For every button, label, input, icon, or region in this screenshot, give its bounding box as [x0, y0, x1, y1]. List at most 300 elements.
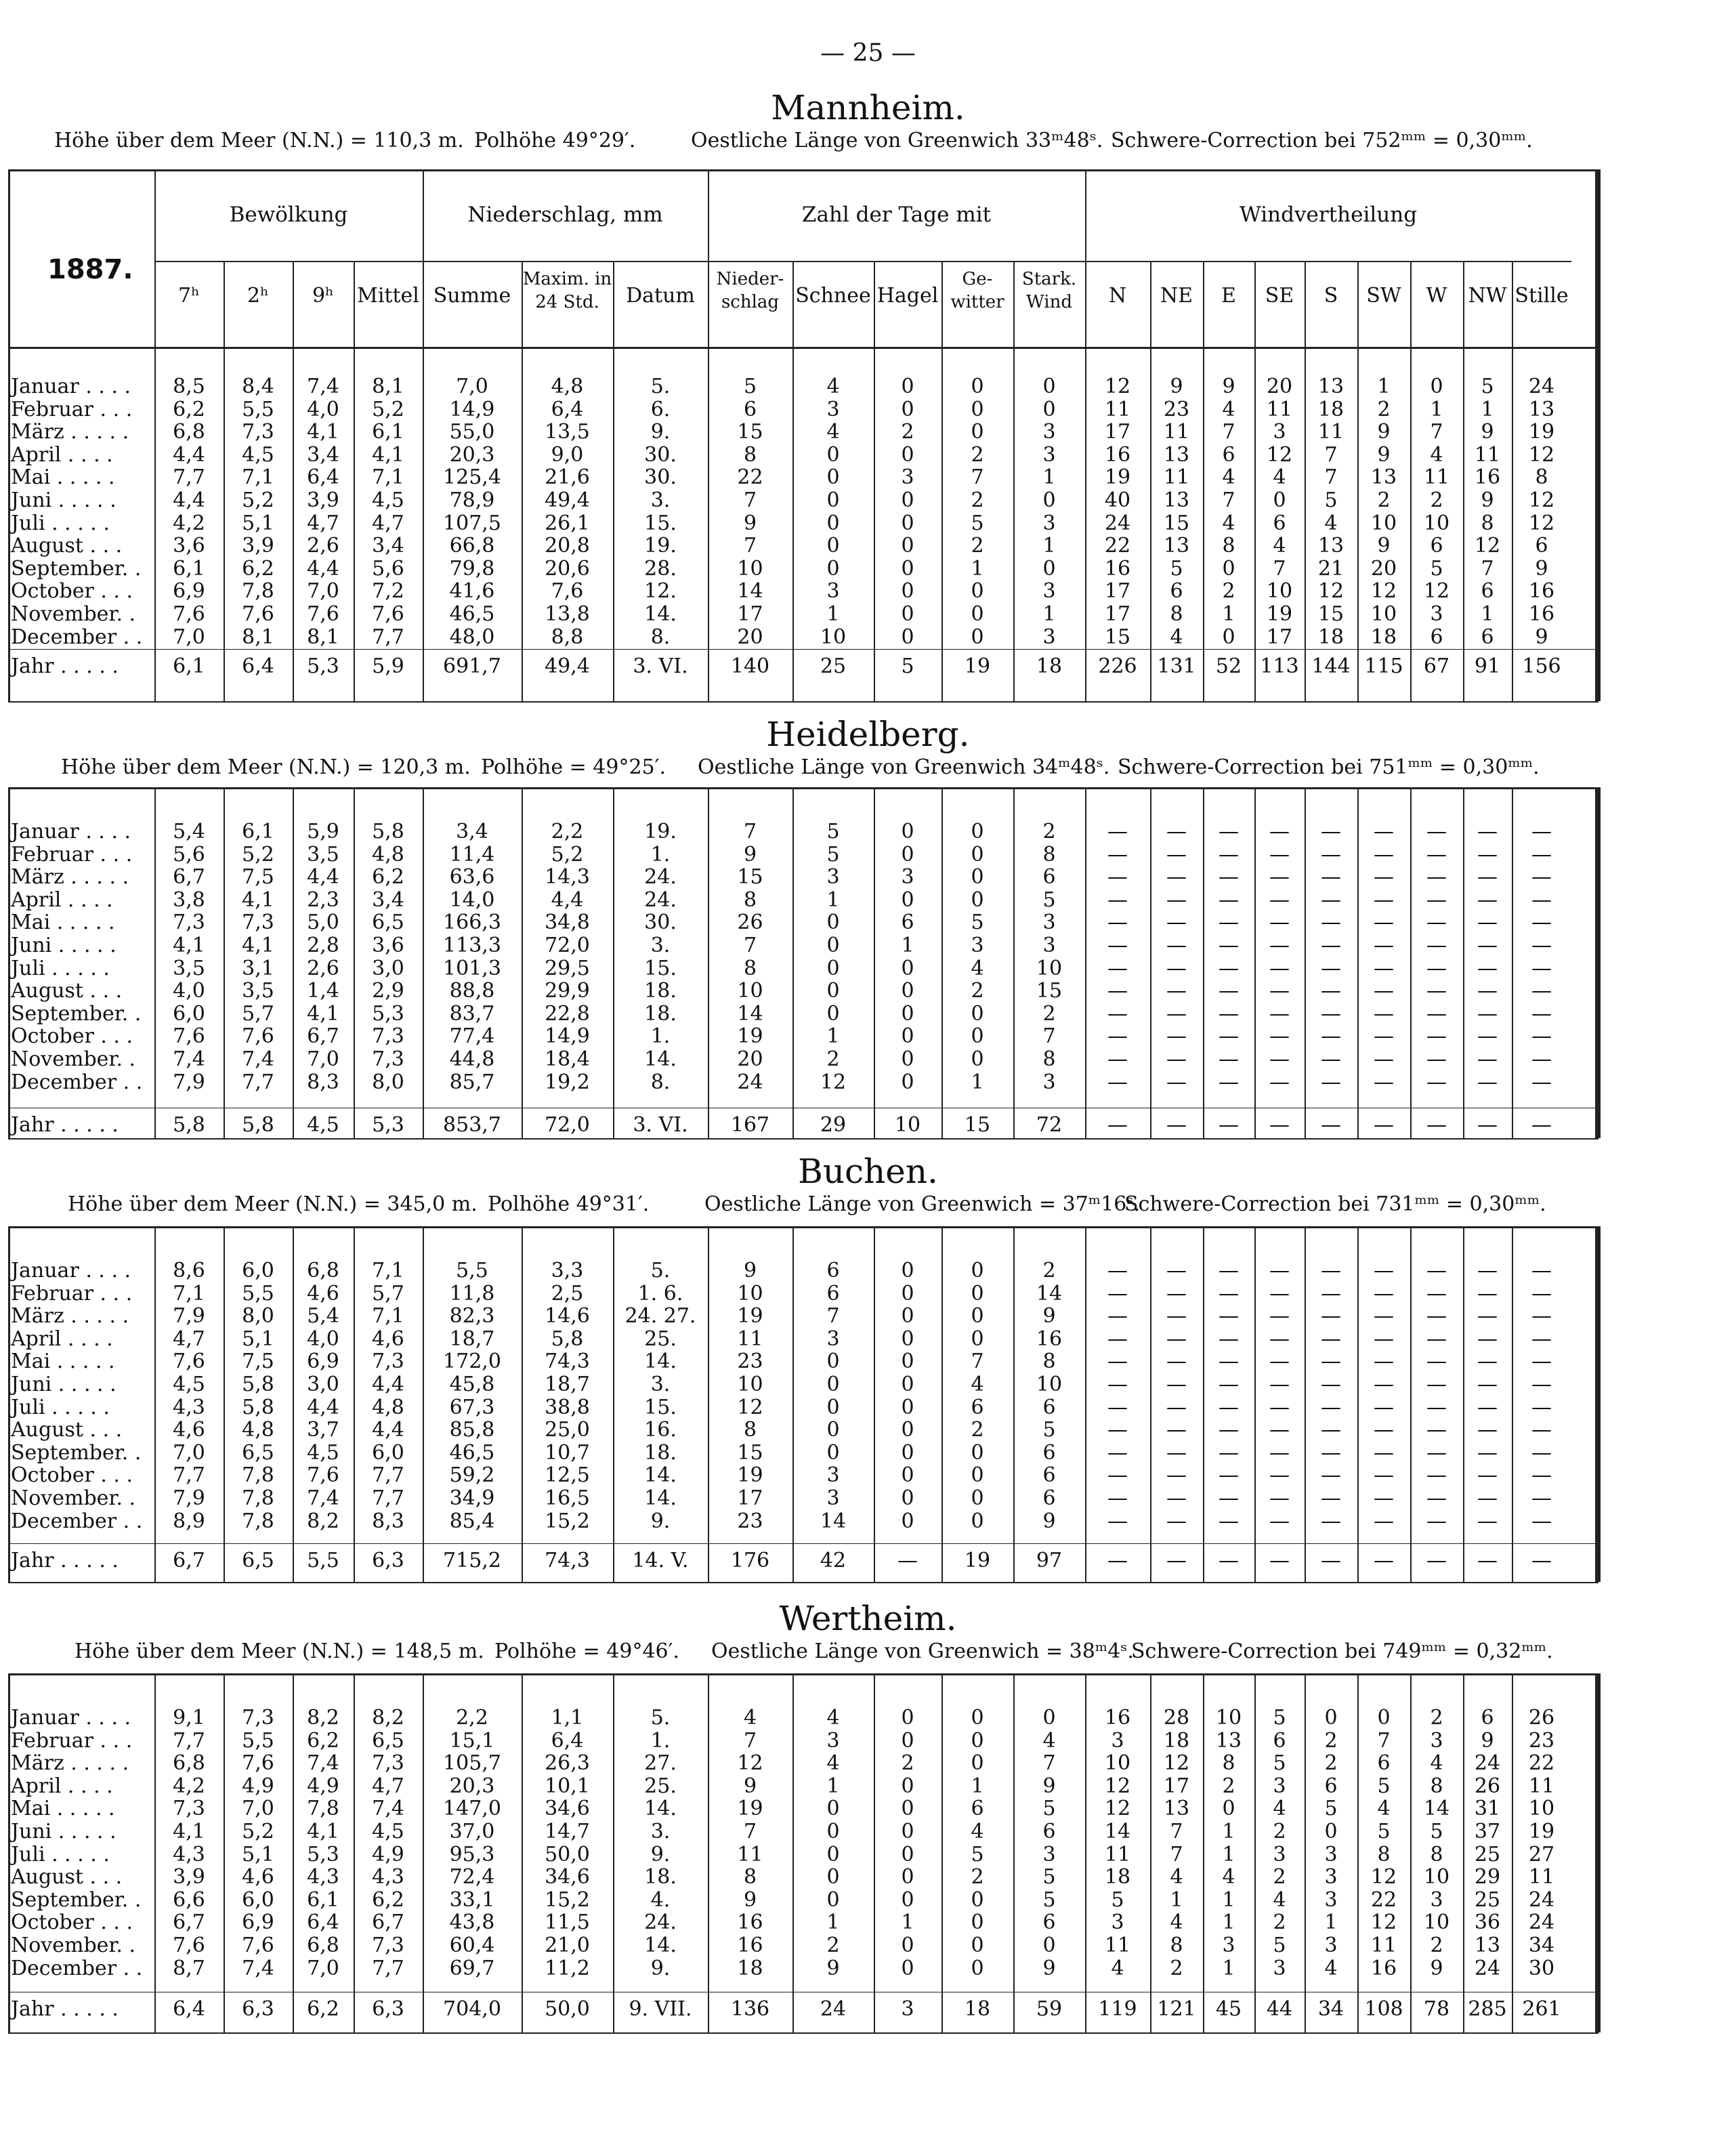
table-cell: — — [1477, 887, 1498, 912]
table-cell: 82,3 — [449, 1304, 495, 1329]
table-cell: 18 — [1163, 1728, 1190, 1753]
table-cell: 18 — [1317, 625, 1345, 649]
table-cell: 6,2 — [242, 556, 274, 581]
table-cell: 24 — [737, 1070, 763, 1094]
table-cell: — — [1321, 1463, 1341, 1488]
table-cell: — — [1477, 1549, 1498, 1572]
table-cell: 16. — [644, 1418, 677, 1442]
table-cell: 59 — [1036, 1997, 1063, 2021]
table-cell: — — [1426, 1549, 1447, 1572]
table-cell: 5 — [1377, 1774, 1391, 1798]
table-cell: 69,7 — [449, 1956, 495, 1980]
table-cell: 20,3 — [449, 1774, 495, 1798]
table-cell: 0 — [971, 1259, 984, 1282]
table-cell: — — [1219, 911, 1239, 935]
table-cell: — — [1166, 1418, 1187, 1442]
table-cell: 20,6 — [545, 556, 590, 581]
table-cell: — — [1321, 1418, 1341, 1442]
table-cell: 4,1 — [242, 887, 274, 912]
table-cell: 5 — [901, 654, 914, 678]
table-cell: 6 — [971, 1395, 984, 1419]
table-cell: — — [1426, 911, 1447, 935]
table-cell: 7 — [743, 820, 757, 843]
table-cell: 9 — [1481, 1728, 1494, 1753]
table-cell: 19 — [1528, 420, 1555, 444]
table-cell: 144 — [1311, 654, 1351, 678]
table-cell: — — [1166, 1549, 1187, 1572]
table-cell: 7,9 — [173, 1486, 205, 1510]
table-cell: 7 — [1481, 556, 1494, 581]
table-cell: 77,4 — [449, 1024, 495, 1049]
table-cell: — — [1166, 911, 1187, 935]
table-cell: 3 — [1222, 1934, 1235, 1957]
table-cell: — — [1269, 842, 1290, 866]
table-cell: 6,5 — [242, 1549, 274, 1572]
table-cell: 14. — [644, 1350, 677, 1374]
table-cell: — — [1107, 979, 1128, 1003]
table-cell: 0 — [901, 979, 914, 1003]
table-cell: 16 — [1104, 1706, 1131, 1730]
table-cell: 6 — [743, 397, 757, 421]
table-cell: 156 — [1522, 654, 1561, 678]
table-cell: 131 — [1157, 654, 1196, 678]
table-cell: 1 — [826, 1910, 840, 1935]
table-cell: 19. — [644, 534, 677, 558]
table-cell: 3 — [826, 397, 840, 421]
table-cell: 67,3 — [449, 1395, 495, 1419]
table-cell: 8 — [743, 887, 757, 912]
table-cell: 7,0 — [173, 625, 205, 649]
table-cell: 4,9 — [372, 1842, 404, 1866]
table-cell: 9. — [650, 420, 671, 444]
table-cell: 7,1 — [372, 465, 404, 490]
table-cell: 3 — [1042, 625, 1056, 649]
table-cell: 2 — [1042, 820, 1056, 843]
station-meta-item: Höhe über dem Meer (N.N.) = 148,5 m. — [75, 1640, 484, 1663]
table-cell: — — [897, 1549, 918, 1572]
table-cell: 3. — [650, 488, 671, 512]
month-label: September. . — [11, 1887, 142, 1912]
table-cell: 0 — [971, 1728, 984, 1753]
table-cell: 2 — [901, 1751, 914, 1776]
table-cell: 6,4 — [307, 465, 339, 490]
table-cell: 5,7 — [372, 1281, 404, 1306]
table-cell: 24 — [1474, 1751, 1501, 1776]
table-cell: 14,0 — [449, 887, 495, 912]
table-cell: 3 — [1042, 911, 1056, 935]
table-cell: 0 — [971, 579, 984, 604]
table-cell: 11 — [1163, 465, 1190, 490]
table-cell: — — [1107, 1549, 1128, 1572]
table-cell: 46,5 — [449, 1440, 495, 1465]
table-cell: 0 — [901, 488, 914, 512]
table-cell: 6,7 — [173, 865, 205, 890]
table-cell: 0 — [971, 625, 984, 649]
column-header: Nieder-schlag — [716, 269, 784, 312]
table-cell: 4,4 — [307, 556, 339, 581]
table-cell: 5,3 — [372, 1001, 404, 1026]
month-label: Januar . . . . — [11, 1259, 131, 1282]
table-cell: 4. — [650, 1887, 671, 1912]
table-cell: 66,8 — [449, 534, 495, 558]
table-cell: — — [1531, 1440, 1552, 1465]
table-cell: 18,4 — [545, 1047, 590, 1071]
table-cell: — — [1374, 1350, 1394, 1374]
table-cell: 4,5 — [372, 1820, 404, 1843]
column-header: E — [1221, 284, 1236, 308]
table-cell: — — [1107, 865, 1128, 890]
table-cell: — — [1531, 1486, 1552, 1510]
table-cell: 2 — [826, 1934, 840, 1957]
table-cell: — — [1426, 1047, 1447, 1071]
table-cell: 2 — [1377, 397, 1391, 421]
table-cell: 6 — [1273, 511, 1286, 535]
table-cell: 19 — [737, 1024, 763, 1049]
table-cell: 6 — [1430, 625, 1443, 649]
table-cell: 7 — [1273, 556, 1286, 581]
table-cell: 1. — [650, 1728, 671, 1753]
month-label: Jahr . . . . . — [11, 1549, 119, 1572]
table-cell: 14,7 — [545, 1820, 590, 1843]
table-cell: 15,2 — [545, 1887, 590, 1912]
table-cell: — — [1477, 1281, 1498, 1306]
table-cell: 0 — [901, 1047, 914, 1071]
table-cell: 13 — [1215, 1728, 1242, 1753]
table-cell: 3,1 — [242, 956, 274, 980]
table-cell: 25. — [644, 1327, 677, 1351]
table-cell: 18 — [737, 1956, 763, 1980]
table-cell: 6. — [650, 397, 671, 421]
table-cell: 5,6 — [372, 556, 404, 581]
table-cell: 13,5 — [545, 420, 590, 444]
table-cell: 15. — [644, 511, 677, 535]
table-cell: 0 — [971, 820, 984, 843]
table-cell: 9 — [1377, 442, 1391, 467]
table-cell: 5 — [1324, 488, 1338, 512]
table-cell: 19. — [644, 820, 677, 843]
table-cell: 136 — [730, 1997, 770, 2021]
column-group-header: Niederschlag, mm — [467, 203, 663, 227]
table-cell: — — [1426, 887, 1447, 912]
table-cell: 6 — [1222, 442, 1235, 467]
table-cell: 8,1 — [372, 375, 404, 398]
table-cell: 172,0 — [443, 1350, 501, 1374]
table-cell: 9. — [650, 1956, 671, 1980]
table-cell: 7 — [1170, 1842, 1183, 1866]
table-cell: 6,6 — [173, 1887, 205, 1912]
table-cell: 9 — [1377, 534, 1391, 558]
table-cell: 6 — [1042, 865, 1056, 890]
table-cell: 0 — [826, 1842, 840, 1866]
table-cell: 6,9 — [173, 579, 205, 604]
table-cell: 42 — [820, 1549, 847, 1572]
table-cell: 4 — [971, 956, 984, 980]
table-cell: 8,5 — [173, 375, 205, 398]
table-cell: 2 — [826, 1047, 840, 1071]
table-cell: 4,6 — [242, 1865, 274, 1889]
table-cell: 22 — [737, 465, 763, 490]
table-cell: 18. — [644, 1440, 677, 1465]
table-cell: 22 — [1528, 1751, 1555, 1776]
table-cell: — — [1477, 1350, 1498, 1374]
station-meta-item: Polhöhe = 49°25′. — [481, 755, 666, 779]
table-cell: 5,6 — [173, 842, 205, 866]
table-cell: 4 — [1170, 1910, 1183, 1935]
table-cell: 4 — [1273, 534, 1286, 558]
table-cell: — — [1166, 820, 1187, 843]
table-cell: 7,3 — [242, 420, 274, 444]
table-cell: 5,3 — [372, 1113, 404, 1137]
table-cell: — — [1321, 1509, 1341, 1533]
table-cell: 0 — [826, 534, 840, 558]
table-cell: 7,6 — [173, 602, 205, 626]
table-cell: 5 — [1042, 1797, 1056, 1821]
table-cell: 24 — [820, 1997, 847, 2021]
table-cell: — — [1107, 1509, 1128, 1533]
table-cell: 7,3 — [372, 1350, 404, 1374]
table-cell: 7 — [1324, 442, 1338, 467]
table-cell: — — [1219, 1418, 1239, 1442]
table-cell: 22,8 — [545, 1001, 590, 1026]
table-cell: 0 — [901, 1327, 914, 1351]
table-cell: 11 — [1104, 1842, 1131, 1866]
table-cell: 5 — [743, 375, 757, 398]
table-cell: 7 — [1324, 465, 1338, 490]
table-cell: 6,1 — [242, 820, 274, 843]
table-cell: 25. — [644, 1774, 677, 1798]
table-cell: — — [1477, 820, 1498, 843]
month-label: Mai . . . . . — [11, 911, 115, 935]
table-cell: 1 — [1377, 375, 1391, 398]
station-meta-item: Oestliche Länge von Greenwich = 37ᵐ16ˢ. — [704, 1192, 1141, 1216]
table-cell: 6 — [1273, 1728, 1286, 1753]
table-cell: — — [1269, 1418, 1290, 1442]
table-cell: 34,9 — [449, 1486, 495, 1510]
table-cell: — — [1426, 979, 1447, 1003]
table-cell: 6,4 — [551, 1728, 584, 1753]
table-cell: 16 — [1104, 442, 1131, 467]
table-cell: 0 — [971, 887, 984, 912]
table-cell: 26,3 — [545, 1751, 590, 1776]
column-header: S — [1324, 284, 1338, 308]
table-cell: — — [1107, 1024, 1128, 1049]
table-cell: 3,4 — [372, 887, 404, 912]
table-cell: 1 — [1481, 397, 1494, 421]
table-cell: 6 — [1042, 1395, 1056, 1419]
station-meta-item: Polhöhe = 49°46′. — [494, 1640, 679, 1663]
table-cell: 704,0 — [443, 1997, 501, 2021]
table-cell: 9 — [743, 842, 757, 866]
table-cell: — — [1477, 1486, 1498, 1510]
table-cell: 14. — [644, 602, 677, 626]
table-cell: — — [1269, 1070, 1290, 1094]
table-cell: 0 — [971, 842, 984, 866]
table-cell: 19 — [737, 1463, 763, 1488]
table-cell: 23 — [1528, 1728, 1555, 1753]
table-cell: 13 — [1163, 488, 1190, 512]
table-cell: 8 — [743, 956, 757, 980]
table-cell: 3 — [826, 1327, 840, 1351]
table-cell: 5,1 — [242, 1327, 274, 1351]
table-cell: 9 — [1042, 1956, 1056, 1980]
table-cell: 0 — [901, 1509, 914, 1533]
table-cell: 5,8 — [173, 1113, 205, 1137]
table-cell: — — [1374, 1113, 1394, 1137]
table-cell: 6 — [1042, 1440, 1056, 1465]
table-cell: 15 — [1163, 511, 1190, 535]
table-cell: 4,5 — [307, 1440, 339, 1465]
table-cell: 91 — [1474, 654, 1501, 678]
month-label: Juli . . . . . — [11, 1842, 110, 1866]
station-meta-item: Schwere-Correction bei 752ᵐᵐ = 0,30ᵐᵐ. — [1111, 129, 1533, 152]
table-cell: 3 — [1273, 1842, 1286, 1866]
table-cell: 48,0 — [449, 625, 495, 649]
table-cell: 6,5 — [372, 1728, 404, 1753]
table-cell: — — [1219, 887, 1239, 912]
table-cell: 3. VI. — [633, 654, 688, 678]
table-cell: 85,7 — [449, 1070, 495, 1094]
table-cell: 5,8 — [372, 820, 404, 843]
table-cell: — — [1477, 1001, 1498, 1026]
table-cell: 3 — [1042, 511, 1056, 535]
table-cell: 7,8 — [242, 1463, 274, 1488]
table-cell: 119 — [1098, 1997, 1137, 2021]
table-cell: 26,1 — [545, 511, 590, 535]
table-cell: — — [1374, 1373, 1394, 1396]
table-cell: 0 — [1222, 1797, 1235, 1821]
table-cell: 8,8 — [551, 625, 584, 649]
table-cell: 45,8 — [449, 1373, 495, 1396]
table-cell: 4 — [1273, 465, 1286, 490]
month-label: August . . . — [11, 534, 123, 558]
table-cell: — — [1374, 820, 1394, 843]
table-cell: 4,4 — [372, 1373, 404, 1396]
month-label: März . . . . . — [11, 865, 129, 890]
table-cell: — — [1269, 1001, 1290, 1026]
table-cell: 44 — [1266, 1997, 1293, 2021]
table-cell: — — [1321, 1304, 1341, 1329]
table-cell: 24 — [1528, 1910, 1555, 1935]
table-rule — [8, 701, 1599, 703]
month-label: April . . . . — [11, 1774, 113, 1798]
table-cell: 4,5 — [372, 488, 404, 512]
table-cell: 0 — [901, 1001, 914, 1026]
table-cell: 9 — [1222, 375, 1235, 398]
table-cell: 7,6 — [242, 602, 274, 626]
table-cell: — — [1219, 979, 1239, 1003]
table-cell: 6 — [1481, 1706, 1494, 1730]
month-label: Juni . . . . . — [11, 1820, 117, 1843]
station-meta-item: Höhe über dem Meer (N.N.) = 120,3 m. — [61, 755, 471, 779]
table-cell: — — [1531, 1047, 1552, 1071]
table-cell: 1 — [1042, 465, 1056, 490]
station-meta-item: Polhöhe 49°29′. — [474, 129, 636, 152]
table-cell: 22 — [1104, 534, 1131, 558]
table-cell: 6 — [1324, 1774, 1338, 1798]
table-cell: 4,4 — [307, 865, 339, 890]
month-label: Februar . . . — [11, 1281, 133, 1306]
table-cell: 5. — [650, 1259, 671, 1282]
table-cell: 5 — [1273, 1706, 1286, 1730]
table-cell: 13 — [1163, 442, 1190, 467]
table-cell: 107,5 — [443, 511, 501, 535]
table-cell: 0 — [1222, 556, 1235, 581]
table-cell: 24. — [644, 887, 677, 912]
table-cell: 12 — [1370, 1865, 1397, 1889]
table-cell: 0 — [971, 1934, 984, 1957]
table-cell: 3,8 — [173, 887, 205, 912]
table-cell: — — [1477, 1070, 1498, 1094]
table-cell: 7 — [971, 1350, 984, 1374]
table-cell: 2,2 — [456, 1706, 488, 1730]
table-cell: 29,5 — [545, 956, 590, 980]
table-cell: 18 — [964, 1997, 991, 2021]
table-cell: 60,4 — [449, 1934, 495, 1957]
table-cell: 4 — [1111, 1956, 1124, 1980]
table-cell: 15 — [1036, 979, 1063, 1003]
table-cell: 67 — [1423, 654, 1450, 678]
table-cell: 6,0 — [242, 1887, 274, 1912]
table-cell: 6,2 — [372, 865, 404, 890]
table-cell: 5 — [971, 511, 984, 535]
table-cell: 6,8 — [307, 1259, 339, 1282]
table-cell: 11 — [1163, 420, 1190, 444]
table-cell: 1 — [1222, 1820, 1235, 1843]
table-cell: 6,7 — [173, 1910, 205, 1935]
table-cell: 11,5 — [545, 1910, 590, 1935]
table-cell: — — [1531, 1509, 1552, 1533]
table-cell: 6,2 — [307, 1728, 339, 1753]
table-cell: 5 — [826, 820, 840, 843]
table-cell: 0 — [1377, 1706, 1391, 1730]
table-cell: — — [1107, 911, 1128, 935]
table-cell: 8 — [1170, 602, 1183, 626]
table-cell: 113,3 — [443, 934, 501, 957]
table-cell: 0 — [826, 1440, 840, 1465]
table-rule — [8, 787, 1599, 789]
table-cell: 10 — [1423, 1910, 1450, 1935]
table-cell: 7 — [743, 488, 757, 512]
table-cell: — — [1166, 1070, 1187, 1094]
table-cell: — — [1269, 1024, 1290, 1049]
table-cell: 5,8 — [551, 1327, 584, 1351]
table-cell: 691,7 — [443, 654, 501, 678]
table-cell: — — [1531, 1549, 1552, 1572]
table-cell: 14. — [644, 1463, 677, 1488]
month-label: Juni . . . . . — [11, 488, 117, 512]
table-cell: — — [1374, 1259, 1394, 1282]
table-cell: — — [1531, 1418, 1552, 1442]
table-cell: — — [1107, 1047, 1128, 1071]
table-cell: 9. VII. — [629, 1997, 692, 2021]
table-cell: 88,8 — [449, 979, 495, 1003]
table-cell: 20 — [737, 625, 763, 649]
table-cell: 8 — [1535, 465, 1548, 490]
table-cell: 21,6 — [545, 465, 590, 490]
table-cell: 7,1 — [372, 1304, 404, 1329]
table-cell: 5 — [1430, 1820, 1443, 1843]
table-cell: 0 — [1273, 488, 1286, 512]
month-label: November. . — [11, 602, 136, 626]
table-cell: 15. — [644, 956, 677, 980]
table-cell: 49,4 — [545, 488, 590, 512]
table-cell: 12 — [1423, 579, 1450, 604]
station-meta-item: Oestliche Länge von Greenwich 34ᵐ48ˢ. — [698, 755, 1110, 779]
table-cell: 15 — [737, 1440, 763, 1465]
table-cell: 19 — [964, 1549, 991, 1572]
table-cell: 8,3 — [307, 1070, 339, 1094]
table-cell: 2 — [901, 420, 914, 444]
